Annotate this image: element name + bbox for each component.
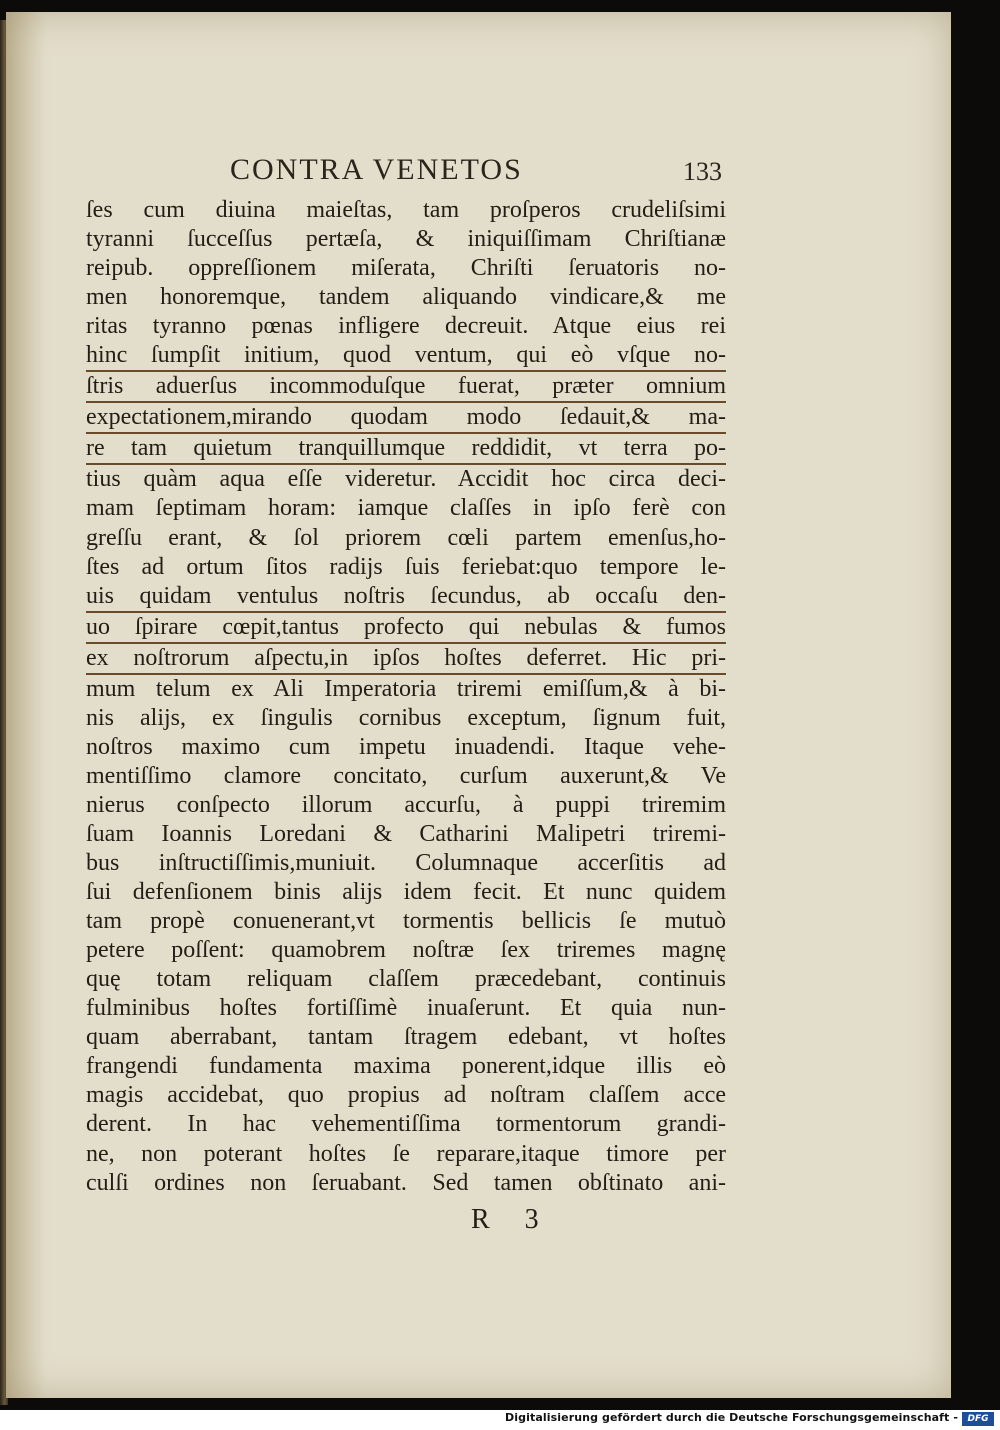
text-line: tam propè conuenerant,vt tormentis bellicis ſe mutuò: [86, 908, 726, 935]
page-number: 133: [683, 157, 722, 186]
text-line: culſi ordines non ſeruabant. Sed tamen obſtinato ani-: [86, 1169, 726, 1196]
underlined-text-line: hinc ſumpſit initium, quod ventum, qui eò vſque no-: [86, 341, 726, 372]
body-text: [86, 196, 726, 1198]
text-line: reipub. oppreſſionem miſerata, Chriſti ſeruatoris no-: [86, 255, 726, 282]
text-line: derent. In hac vehementiſſima tormentorum grandi-: [86, 1111, 726, 1138]
footer-bar: [0, 1410, 1000, 1430]
running-title: CONTRA VENETOS: [230, 153, 523, 186]
running-head: [6, 153, 951, 193]
text-line: tius quàm aqua eſſe videretur. Accidit hoc circa deci-: [86, 466, 726, 493]
text-line: mentiſſimo clamore concitato, curſum auxerunt,& Ve: [86, 762, 726, 789]
underlined-text-line: ex noſtrorum aſpectu,in ipſos hoſtes deferret. Hic pri-: [86, 644, 726, 675]
text-line: mum telum ex Ali Imperatoria triremi emiſſum,& à bi-: [86, 675, 726, 702]
text-line: ſui defenſionem binis alijs idem fecit. Et nunc quidem: [86, 879, 726, 906]
text-line: tyranni ſucceſſus pertæſa, & iniquiſſimam Chriſtianæ: [86, 226, 726, 253]
text-line: frangendi fundamenta maxima ponerent,idque illis eò: [86, 1053, 726, 1080]
dfg-logo: DFG: [962, 1412, 994, 1426]
text-line: magis accidebat, quo propius ad noſtram claſſem acce: [86, 1082, 726, 1109]
text-line: ſuam Ioannis Loredani & Catharini Malipetri triremi-: [86, 820, 726, 847]
text-line: ſes cum diuina maieſtas, tam proſperos crudeliſsimi: [86, 197, 726, 223]
book-page: [6, 12, 951, 1398]
underlined-text-line: uo ſpirare cœpit,tantus profecto qui nebulas & fumos: [86, 613, 726, 644]
text-line: nierus conſpecto illorum accurſu, à puppi triremim: [86, 791, 726, 818]
text-line: quam aberrabant, tantam ſtragem edebant, vt hoſtes: [86, 1024, 726, 1051]
text-line: ritas tyranno pœnas infligere decreuit. Atque eius rei: [86, 313, 726, 340]
text-line: bus inſtructiſſimis,muniuit. Columnaque accerſitis ad: [86, 850, 726, 877]
text-line: noſtros maximo cum impetu inuadendi. Itaque vehe-: [86, 733, 726, 760]
underlined-text-line: expectationem,mirando quodam modo ſedauit,& ma-: [86, 403, 726, 434]
text-line: fulminibus hoſtes fortiſſimè inuaſerunt. Et quia nun-: [86, 995, 726, 1022]
text-line: ſtes ad ortum ſitos radijs ſuis feriebat:quo tempore le-: [86, 553, 726, 580]
text-line: ne, non poterant hoſtes ſe reparare,itaque timore per: [86, 1140, 726, 1167]
text-line: petere poſſent: quamobrem noſtræ ſex triremes magnę: [86, 937, 726, 964]
text-line: quę totam reliquam claſſem præcedebant, continuis: [86, 966, 726, 993]
underlined-text-line: re tam quietum tranquillumque reddidit, vt terra po-: [86, 434, 726, 465]
text-line: nis alijs, ex ſingulis cornibus exceptum, ſignum fuit,: [86, 704, 726, 731]
text-line: greſſu erant, & ſol priorem cœli partem emenſus,ho-: [86, 524, 726, 551]
underlined-text-line: uis quidam ventulus noſtris ſecundus, ab occaſu den-: [86, 582, 726, 613]
signature-mark: R 3: [471, 1204, 553, 1235]
text-line: mam ſeptimam horam: iamque claſſes in ipſo ferè con: [86, 495, 726, 522]
underlined-text-line: ſtris aduerſus incommoduſque fuerat, præter omnium: [86, 372, 726, 403]
text-line: men honoremque, tandem aliquando vindicare,& me: [86, 284, 726, 311]
funding-credit: Digitalisierung gefördert durch die Deutsche Forschungsgemeinschaft -: [505, 1411, 958, 1424]
